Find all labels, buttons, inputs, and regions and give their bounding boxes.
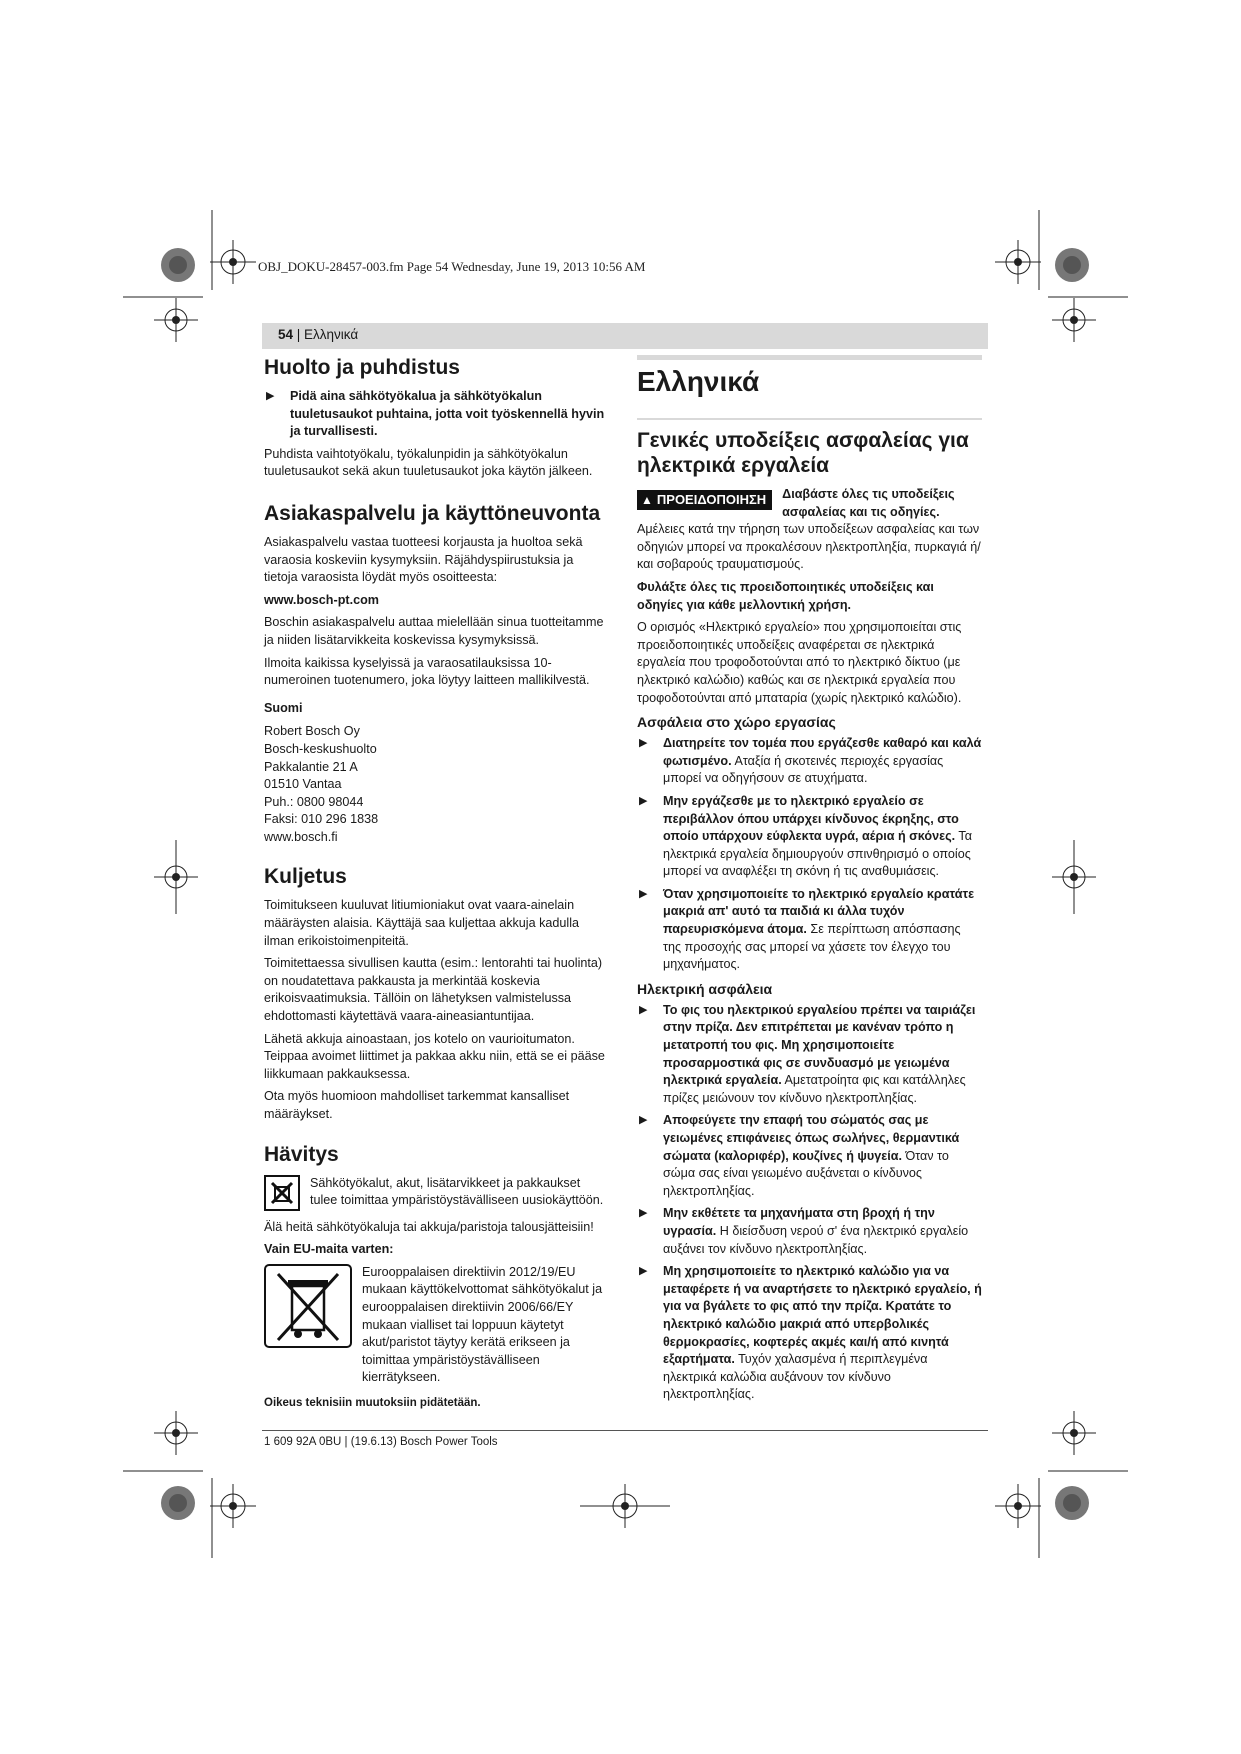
subtitle-rule <box>637 418 982 420</box>
bullet-text: Αταξία ή σκοτεινές περιοχές εργασίας μπορεί να οδηγήσουν σε ατυχήματα. <box>663 753 944 786</box>
weee-note <box>264 1264 609 1387</box>
section-title: Kuljetus <box>264 865 347 889</box>
address-block <box>264 723 609 846</box>
registration-target-icon <box>580 1484 670 1528</box>
recycle-note <box>264 1175 609 1211</box>
header-language: Ελληνικά <box>304 327 359 342</box>
bullet-triangle-icon: ▶ <box>639 887 648 900</box>
bullet-triangle-icon: ▶ <box>639 794 648 807</box>
registration-target-icon <box>161 248 195 282</box>
warning-label: ΠΡΟΕΙΔΟΠΟΙΗΣΗ <box>656 492 767 507</box>
bullet-text: Σε περίπτωση απόσπασης της προσοχής σας μπορεί να χάσετε τον έλεγχο του μηχανήματος. <box>663 922 961 972</box>
bullet-item <box>637 1112 982 1200</box>
paragraph: Sähkötyökalut, akut, lisätarvikkeet ja pakkaukset tulee toimittaa ympäristöystävälliseen uusiokäyttöön. <box>310 1175 604 1208</box>
footer-rule <box>262 1430 988 1431</box>
paragraph: Eurooppalaisen direktiivin 2012/19/EU mukaan käyttökelvottomat sähkötyökalut ja eurooppalaisen direktiivin 2006/66/EY mukaan vialliset tai loppuun käytetyt akut/paristot täytyy kerätä erikseen ja toimittaa ympäristöystävälliseen kierrätykseen. <box>362 1264 603 1385</box>
bullet-bold: Μην εκθέτετε τα μηχανήματα στη βροχή ή την υγρασία. <box>663 1206 935 1238</box>
bullet-text: Αμετατροίητα φις και κατάλληλες πρίζες μειώνουν τον κίνδυνο ηλεκτροπληξίας. <box>663 1073 966 1105</box>
bullet-text: Τα ηλεκτρικά εργαλεία δημιουργούν σπινθηρισμό ο οποίος μπορεί να αναφλέξει τη σκόνη ή τις αναθυμιάσεις. <box>663 829 972 879</box>
bullet-item <box>637 1002 982 1108</box>
paragraph: Ota myös huomioon mahdolliset tarkemmat kansalliset määräykset. <box>264 1089 570 1121</box>
bullet-item <box>637 1263 982 1404</box>
title-rule <box>637 355 982 360</box>
footer-text: 1 609 92A 0BU | (19.6.13) Bosch Power Tools <box>264 1436 498 1448</box>
rights-note: Oikeus teknisiin muutoksiin pidätetään. <box>264 1396 481 1409</box>
paragraph: Asiakaspalvelu vastaa tuotteesi korjausta ja huoltoa sekä varaosia koskeviin kysymyksiin. Räjähdyspiirustuksia ja tietoja varaosista löydät myös osoitteesta: <box>264 534 583 585</box>
bullet-triangle-icon: ▶ <box>639 1265 648 1278</box>
eu-heading-text: Vain EU-maita varten: <box>264 1242 394 1257</box>
registration-target-icon <box>210 240 256 284</box>
registration-target-icon <box>1052 1411 1096 1455</box>
crossed-bin-icon <box>264 1264 352 1348</box>
warning-badge <box>637 490 772 510</box>
address-line: 01510 Vantaa <box>264 777 342 792</box>
keep-instructions: Φυλάξτε όλες τις προειδοποιητικές υποδείξεις και οδηγίες για κάθε μελλοντική χρήση. <box>637 579 934 612</box>
bullet-triangle-icon: ▶ <box>639 737 648 750</box>
registration-target-icon <box>210 1484 256 1528</box>
registration-target-icon <box>1052 298 1096 342</box>
bullet-bold: Το φις του ηλεκτρικού εργαλείου πρέπει να ταιριάζει στην πρίζα. Δεν επιτρέπεται με κανέναν τρόπο η μετατροπή του φις. Μη χρησιμοποιείτε προσαρμοστικά φις σε συνδυασμό με γειωμένα ηλεκτρικά εργαλεία. <box>663 1002 976 1088</box>
paragraph: Puhdista vaihtotyökalu, työkalunpidin ja sähkötyökalun tuuletusaukot sekä akun tuuletusaukot joka käytön jälkeen. <box>264 446 593 479</box>
bullet-text: Όταν το σώμα σας είναι γειωμένο αυξάνεται ο κίνδυνος ηλεκτροπληξίας. <box>663 1148 949 1198</box>
warning-bold: Διαβάστε όλες τις υποδείξεις ασφαλείας και τις οδηγίες. <box>782 487 955 519</box>
bullet-bold: Αποφεύγετε την επαφή του σώματός σας με γειωμένες επιφάνειες όπως σωλήνες, θερμαντικά σώματα (καλοριφέρ), κουζίνες ή ψυγεία. <box>663 1113 960 1163</box>
section-title: Huolto ja puhdistus <box>264 356 460 379</box>
warning-triangle-icon: ▲ <box>641 493 653 507</box>
bullet-triangle-icon: ▶ <box>639 1207 648 1220</box>
language-title: Ελληνικά <box>637 366 760 397</box>
bullet-text: Τυχόν χαλασμένα ή περιπλεγμένα ηλεκτρικά καλώδια αυξάνουν τον κίνδυνο ηλεκτροπληξίας. <box>663 1352 928 1402</box>
bullet-bold: Μην εργάζεσθε με το ηλεκτρικό εργαλείο σε περιβάλλον όπου υπάρχει κίνδυνος έκρηξης, στο οποίο υπάρχουν εύφλεκτα υγρά, αέρια ή σκόνες. <box>663 793 959 844</box>
registration-target-icon <box>154 840 198 914</box>
paragraph: Boschin asiakaspalvelu auttaa mielellään sinua tuotteitamme ja niiden lisätarvikkeita koskevissa kysymyksissä. <box>264 615 604 647</box>
registration-target-icon <box>995 1484 1041 1528</box>
bullet-item <box>637 735 982 788</box>
bullet-text: Η διείσδυση νερού σ' ένα ηλεκτρικό εργαλείο αυξάνει τον κίνδυνο ηλεκτροπληξίας. <box>663 1223 969 1256</box>
bullet-bold: Μη χρησιμοποιείτε το ηλεκτρικό καλώδιο για να μεταφέρετε ή να αναρτήσετε το ηλεκτρικό εργαλείο, ή για να βγάλετε το φις από την πρίζα. Κρατάτε το ηλεκτρικό καλώδιο μακριά από υπερβολικές θερμοκρασίες, κοφτερές ακμές και/ή από κινητά εξαρτήματα. <box>663 1264 982 1367</box>
registration-target-icon <box>154 1411 198 1455</box>
paragraph: Toimitukseen kuuluvat litiumioniakut ovat vaara-ainelain määräysten alaisia. Käyttäjä saa kuljettaa akkuja kadulla ilman erikoistoimenpiteitä. <box>264 898 580 948</box>
address-line: Faksi: 010 296 1838 <box>264 812 379 827</box>
address-line: Puh.: 0800 98044 <box>264 794 364 809</box>
address-line: www.bosch.fi <box>264 829 338 844</box>
bullet-triangle-icon: ▶ <box>266 390 275 402</box>
subsection-title: Ηλεκτρική ασφάλεια <box>637 980 773 997</box>
registration-target-icon <box>1055 1486 1089 1520</box>
section-title: Hävitys <box>264 1142 339 1166</box>
right-column <box>637 355 982 1409</box>
bullet-triangle-icon: ▶ <box>639 1003 648 1016</box>
bullet-bold: Διατηρείτε τον τομέα που εργάζεσθε καθαρό και καλά φωτισμένο. <box>663 736 982 768</box>
subsection-title: Ασφάλεια στο χώρο εργασίας <box>637 714 836 731</box>
section-title: Asiakaspalvelu ja käyttöneuvonta <box>264 501 601 525</box>
country-heading <box>264 700 609 718</box>
address-line: Pakkalantie 21 A <box>264 759 358 774</box>
bullet-item <box>637 793 982 881</box>
url-link[interactable] <box>264 592 609 610</box>
recycling-symbol-icon <box>264 1175 300 1211</box>
paragraph: Lähetä akkuja ainoastaan, jos kotelo on vaurioitumaton. Teippaa avoimet liittimet ja pakkaa akku niin, että se ei pääse liikkumaan pakkauksessa. <box>264 1031 605 1081</box>
registration-target-icon <box>1055 248 1089 282</box>
registration-target-icon <box>1052 840 1096 914</box>
url-text: www.bosch-pt.com <box>264 592 379 607</box>
registration-target-icon <box>154 298 198 342</box>
bullet-item <box>637 1205 982 1258</box>
registration-target-icon <box>161 1486 195 1520</box>
bullet-bold: Όταν χρησιμοποιείτε το ηλεκτρικό εργαλείο κρατάτε μακριά απ' αυτό τα παιδιά κι άλλα τυχόν παρευρισκόμενα άτομα. <box>663 886 975 937</box>
address-line: Robert Bosch Oy <box>264 724 360 739</box>
paragraph: Αμέλειες κατά την τήρηση των υποδείξεων ασφαλείας και των οδηγιών μπορεί να προκαλέσουν ηλεκτροπληξία, πυρκαγιά ή/και σοβαρούς τραυματισμούς. <box>637 522 981 572</box>
left-column <box>264 355 609 1418</box>
registration-target-icon <box>995 240 1041 284</box>
eu-heading <box>264 1241 609 1259</box>
page-header: 54 | Ελληνικά <box>278 327 359 342</box>
paragraph: Älä heitä sähkötyökaluja tai akkuja/paristoja talousjätteisiin! <box>264 1219 594 1234</box>
paragraph: Toimitettaessa sivullisen kautta (esim.: lentorahti tai huolinta) on noudatettava pakkausta ja merkintää koskevia erikoisvaatimuksia. Tällöin on lähetyksen valmistelussa ehdottomasti käytettävä vaara-aineasiantuntijaa. <box>264 956 603 1024</box>
country-text: Suomi <box>264 700 303 715</box>
paragraph: Ο ορισμός «Ηλεκτρικό εργαλείο» που χρησιμοποιείται στις προειδοποιητικές υποδείξεις αναφέρεται σε ηλεκτρικά εργαλεία που τροφοδοτούνται από το ηλεκτρικό δίκτυο (με ηλεκτρικό καλώδιο) καθώς και σε ηλεκτρικά εργαλεία που τροφοδοτούνται από μπαταρία (χωρίς ηλεκτρικό καλώδιο). <box>637 620 962 705</box>
address-line: Bosch-keskushuolto <box>264 741 377 756</box>
warning-row <box>637 486 982 521</box>
bullet-text: Pidä aina sähkötyökalua ja sähkötyökalun tuuletusaukot puhtaina, jotta voit työskennellä hyvin ja turvallisesti. <box>290 389 605 439</box>
file-slug: OBJ_DOKU-28457-003.fm Page 54 Wednesday, June 19, 2013 10:56 AM <box>258 259 646 274</box>
section-title: Γενικές υποδείξεις ασφαλείας για ηλεκτρικά εργαλεία <box>637 429 969 477</box>
bullet-triangle-icon: ▶ <box>639 1114 648 1127</box>
page-header-bar <box>262 323 988 349</box>
bullet-item <box>264 388 609 441</box>
page-number: 54 <box>278 327 294 342</box>
bullet-item <box>637 886 982 974</box>
paragraph: Ilmoita kaikissa kyselyissä ja varaosatilauksissa 10-numeroinen tuotenumero, joka löytyy laitteen mallikilvestä. <box>264 655 590 688</box>
